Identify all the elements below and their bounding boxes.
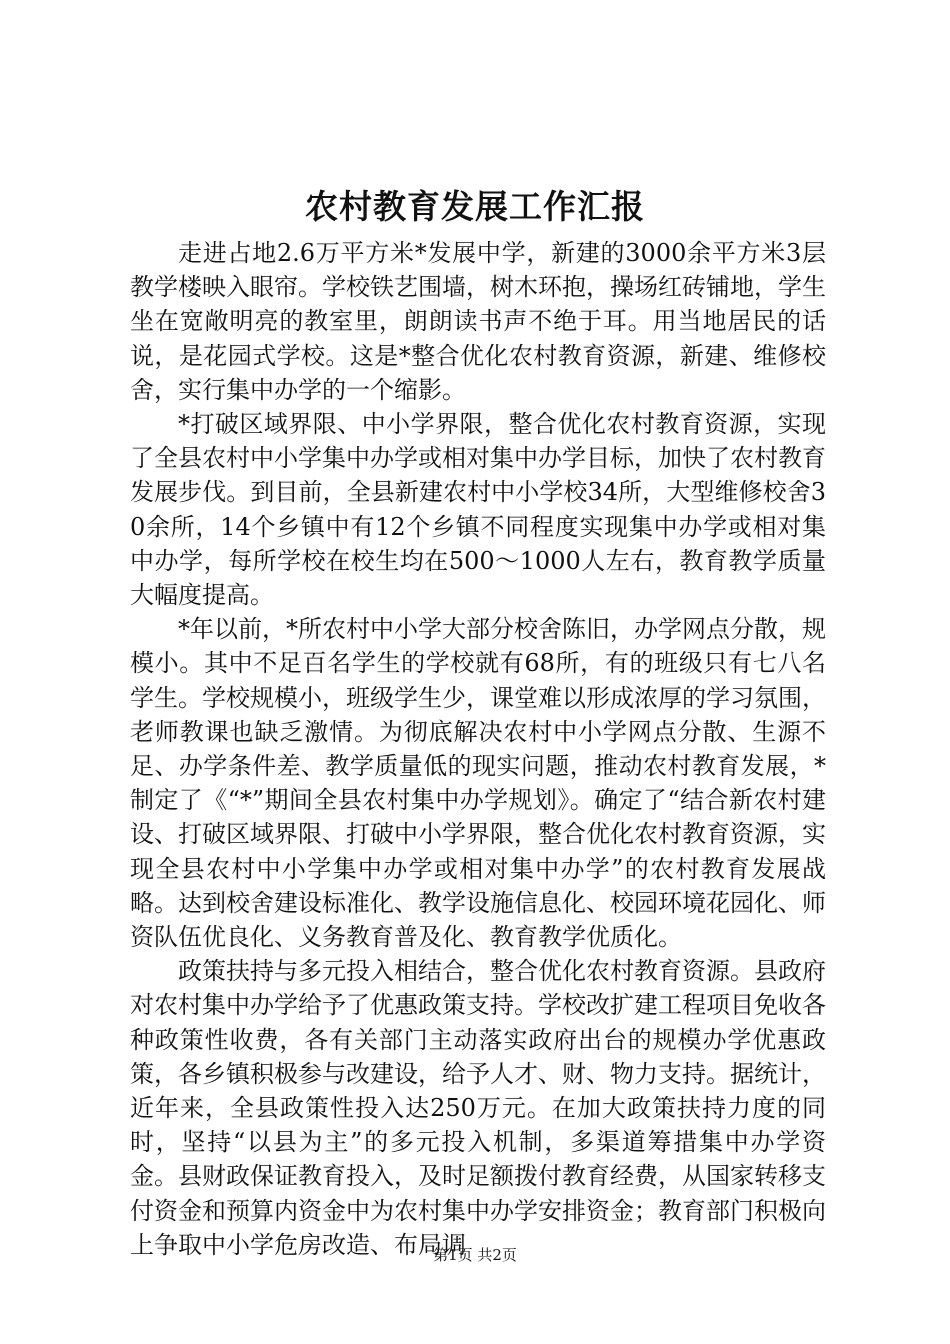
- paragraph-1: 走进占地2.6万平方米*发展中学，新建的3000余平方米3层教学楼映入眼帘。学校铁艺围墙，树木环抱，操场红砖铺地，学生坐在宽敞明亮的教室里，朗朗读书声不绝于耳。用当地居民的话说，是花园式学校。这是*整合优化农村教育资源，新建、维修校舍，实行集中办学的一个缩影。: [130, 239, 826, 404]
- document-title: 农村教育发展工作汇报: [305, 187, 645, 226]
- document-body: [130, 236, 826, 1262]
- paragraph-2: *打破区域界限、中小学界限，整合优化农村教育资源，实现了全县农村中小学集中办学或相对集中办学目标，加快了农村教育发展步伐。到目前，全县新建农村中小学校34所，大型维修校舍30余所，14个乡镇中有12个乡镇不同程度实现集中办学或相对集中办学，每所学校在校生均在500～1000人左右，教育教学质量大幅度提高。: [130, 410, 826, 610]
- page-number-footer: 第1页 共2页: [433, 1246, 517, 1264]
- paragraph-3: *年以前，*所农村中小学大部分校舍陈旧，办学网点分散，规模小。其中不足百名学生的学校就有68所，有的班级只有七八名学生。学校规模小，班级学生少，课堂难以形成浓厚的学习氛围，老师教课也缺乏激情。为彻底解决农村中小学网点分散、生源不足、办学条件差、教学质量低的现实问题，推动农村教育发展，*制定了《“*”期间全县农村集中办学规划》。确定了“结合新农村建设、打破区域界限、打破中小学界限，整合优化农村教育资源，实现全县农村中小学集中办学或相对集中办学”的农村教育发展战略。达到校舍建设标准化、教学设施信息化、校园环境花园化、师资队伍优良化、义务教育普及化、教育教学优质化。: [130, 615, 826, 952]
- paragraph-4: 政策扶持与多元投入相结合，整合优化农村教育资源。县政府对农村集中办学给予了优惠政策支持。学校改扩建工程项目免收各种政策性收费，各有关部门主动落实政府出台的规模办学优惠政策，各乡镇积极参与改建设，给予人才、财、物力支持。据统计，近年来，全县政策性投入达250万元。在加大政策扶持力度的同时，坚持“以县为主”的多元投入机制，多渠道筹措集中办学资金。县财政保证教育投入，及时足额拨付教育经费，从国家转移支付资金和预算内资金中为农村集中办学安排资金；教育部门积极向上争取中小学危房改造、布局调: [130, 957, 826, 1259]
